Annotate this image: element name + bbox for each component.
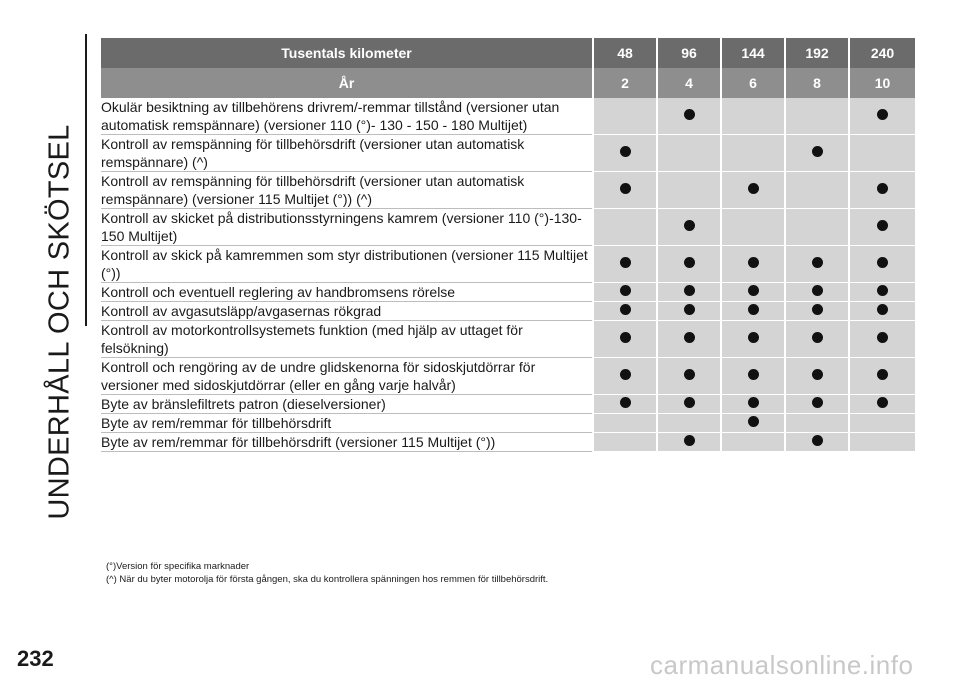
filled-circle-icon: [748, 183, 759, 194]
table-row: [101, 209, 915, 246]
filled-circle-icon: [748, 416, 759, 427]
row-description: Okulär besiktning av tillbehörens drivrem/-remmar tillstånd (versioner utan automatisk remspännare) (versioner 110 (°)- 130 - 150 - 180 Multijet): [101, 98, 592, 135]
interval-cell: [592, 321, 656, 358]
filled-circle-icon: [877, 369, 888, 380]
section-divider-rule: [85, 34, 87, 326]
interval-cell: [592, 172, 656, 209]
filled-circle-icon: [684, 332, 695, 343]
interval-cell: [784, 135, 848, 172]
interval-cell: [592, 209, 656, 246]
filled-circle-icon: [877, 397, 888, 408]
filled-circle-icon: [812, 257, 823, 268]
interval-cell: [720, 172, 784, 209]
filled-circle-icon: [684, 397, 695, 408]
interval-cell: [656, 414, 720, 433]
filled-circle-icon: [748, 332, 759, 343]
interval-cell: [784, 246, 848, 283]
table-row: [101, 172, 915, 209]
header-year-label: År: [101, 68, 592, 98]
interval-cell: [784, 172, 848, 209]
interval-cell: [784, 321, 848, 358]
interval-cell: [592, 358, 656, 395]
header-km-value: 48: [592, 38, 656, 68]
interval-cell: [656, 433, 720, 452]
filled-circle-icon: [748, 257, 759, 268]
table-row: [101, 433, 915, 452]
watermark: carmanualsonline.info: [650, 650, 914, 680]
interval-cell: [784, 98, 848, 135]
row-description: Byte av rem/remmar för tillbehörsdrift (versioner 115 Multijet (°)): [101, 433, 592, 452]
interval-cell: [848, 433, 915, 452]
header-km-value: 192: [784, 38, 848, 68]
interval-cell: [848, 246, 915, 283]
table-row: [101, 414, 915, 433]
interval-cell: [784, 414, 848, 433]
filled-circle-icon: [620, 369, 631, 380]
footnote: (°)Version för specifika marknader: [106, 561, 250, 572]
interval-cell: [848, 302, 915, 321]
filled-circle-icon: [684, 369, 695, 380]
interval-cell: [592, 98, 656, 135]
header-km-value: 96: [656, 38, 720, 68]
page-number: 232: [17, 646, 54, 671]
filled-circle-icon: [812, 435, 823, 446]
interval-cell: [848, 135, 915, 172]
filled-circle-icon: [812, 146, 823, 157]
header-km-label: Tusentals kilometer: [101, 38, 592, 68]
filled-circle-icon: [620, 257, 631, 268]
interval-cell: [784, 433, 848, 452]
filled-circle-icon: [877, 285, 888, 296]
interval-cell: [784, 302, 848, 321]
interval-cell: [720, 321, 784, 358]
interval-cell: [848, 172, 915, 209]
filled-circle-icon: [877, 220, 888, 231]
table-row: [101, 246, 915, 283]
filled-circle-icon: [748, 285, 759, 296]
header-year-value: 6: [720, 68, 784, 98]
interval-cell: [656, 395, 720, 414]
filled-circle-icon: [684, 220, 695, 231]
header-year-value: 4: [656, 68, 720, 98]
filled-circle-icon: [877, 332, 888, 343]
row-description: Kontroll och eventuell reglering av handbromsens rörelse: [101, 283, 592, 302]
interval-cell: [720, 283, 784, 302]
interval-cell: [592, 395, 656, 414]
interval-cell: [592, 433, 656, 452]
table-row: [101, 98, 915, 135]
filled-circle-icon: [620, 183, 631, 194]
row-description: Kontroll av skick på kamremmen som styr distributionen (versioner 115 Multijet (°)): [101, 246, 592, 283]
row-description: Byte av bränslefiltrets patron (dieselversioner): [101, 395, 592, 414]
filled-circle-icon: [877, 257, 888, 268]
footnotes: [106, 560, 548, 586]
filled-circle-icon: [684, 304, 695, 315]
filled-circle-icon: [748, 397, 759, 408]
footnote: (^) När du byter motorolja för första gången, ska du kontrollera spänningen hos remmen för tillbehörsdrift.: [106, 574, 549, 585]
filled-circle-icon: [812, 304, 823, 315]
section-title-text: UNDERHÅLL OCH SKÖTSEL: [43, 124, 76, 520]
interval-cell: [848, 358, 915, 395]
interval-cell: [592, 135, 656, 172]
interval-cell: [656, 98, 720, 135]
interval-cell: [848, 395, 915, 414]
row-description: Byte av rem/remmar för tillbehörsdrift: [101, 414, 592, 433]
interval-cell: [784, 209, 848, 246]
interval-cell: [656, 283, 720, 302]
interval-cell: [848, 414, 915, 433]
filled-circle-icon: [812, 397, 823, 408]
filled-circle-icon: [812, 369, 823, 380]
header-row-km: [101, 38, 915, 68]
interval-cell: [720, 246, 784, 283]
interval-cell: [848, 209, 915, 246]
interval-cell: [656, 172, 720, 209]
interval-cell: [656, 321, 720, 358]
filled-circle-icon: [812, 332, 823, 343]
schedule-body: [101, 98, 915, 452]
row-description: Kontroll av skicket på distributionsstyrningens kamrem (versioner 110 (°)-130-150 Multijet): [101, 209, 592, 246]
filled-circle-icon: [620, 397, 631, 408]
filled-circle-icon: [748, 304, 759, 315]
interval-cell: [720, 358, 784, 395]
filled-circle-icon: [877, 183, 888, 194]
interval-cell: [848, 98, 915, 135]
interval-cell: [656, 246, 720, 283]
interval-cell: [720, 135, 784, 172]
header-km-value: 240: [848, 38, 915, 68]
interval-cell: [784, 358, 848, 395]
row-description: Kontroll av motorkontrollsystemets funktion (med hjälp av uttaget för felsökning): [101, 321, 592, 358]
row-description: Kontroll och rengöring av de undre glidskenorna för sidoskjutdörrar för versioner med sidoskjutdörrar (eller en gång varje halvår): [101, 358, 592, 395]
interval-cell: [720, 98, 784, 135]
interval-cell: [720, 395, 784, 414]
table-row: [101, 302, 915, 321]
table-row: [101, 321, 915, 358]
interval-cell: [656, 302, 720, 321]
header-year-value: 10: [848, 68, 915, 98]
filled-circle-icon: [812, 285, 823, 296]
interval-cell: [720, 302, 784, 321]
interval-cell: [848, 283, 915, 302]
table-row: [101, 135, 915, 172]
interval-cell: [592, 246, 656, 283]
interval-cell: [656, 209, 720, 246]
filled-circle-icon: [620, 285, 631, 296]
interval-cell: [592, 414, 656, 433]
row-description: Kontroll av remspänning för tillbehörsdrift (versioner utan automatisk remspännare) (^): [101, 135, 592, 172]
interval-cell: [720, 414, 784, 433]
header-row-year: [101, 68, 915, 98]
header-km-value: 144: [720, 38, 784, 68]
filled-circle-icon: [684, 109, 695, 120]
header-year-value: 2: [592, 68, 656, 98]
interval-cell: [848, 321, 915, 358]
filled-circle-icon: [620, 304, 631, 315]
filled-circle-icon: [620, 146, 631, 157]
interval-cell: [720, 433, 784, 452]
interval-cell: [592, 283, 656, 302]
table-row: [101, 358, 915, 395]
filled-circle-icon: [684, 257, 695, 268]
filled-circle-icon: [684, 435, 695, 446]
interval-cell: [592, 302, 656, 321]
filled-circle-icon: [620, 332, 631, 343]
row-description: Kontroll av avgasutsläpp/avgasernas rökgrad: [101, 302, 592, 321]
filled-circle-icon: [684, 285, 695, 296]
filled-circle-icon: [877, 304, 888, 315]
header-year-value: 8: [784, 68, 848, 98]
table-row: [101, 395, 915, 414]
interval-cell: [656, 358, 720, 395]
interval-cell: [784, 283, 848, 302]
interval-cell: [784, 395, 848, 414]
row-description: Kontroll av remspänning för tillbehörsdrift (versioner utan automatisk remspännare) (versioner 115 Multijet (°)) (^): [101, 172, 592, 209]
interval-cell: [720, 209, 784, 246]
table-row: [101, 283, 915, 302]
interval-cell: [656, 135, 720, 172]
filled-circle-icon: [877, 109, 888, 120]
filled-circle-icon: [748, 369, 759, 380]
maintenance-schedule-table: [101, 38, 915, 452]
